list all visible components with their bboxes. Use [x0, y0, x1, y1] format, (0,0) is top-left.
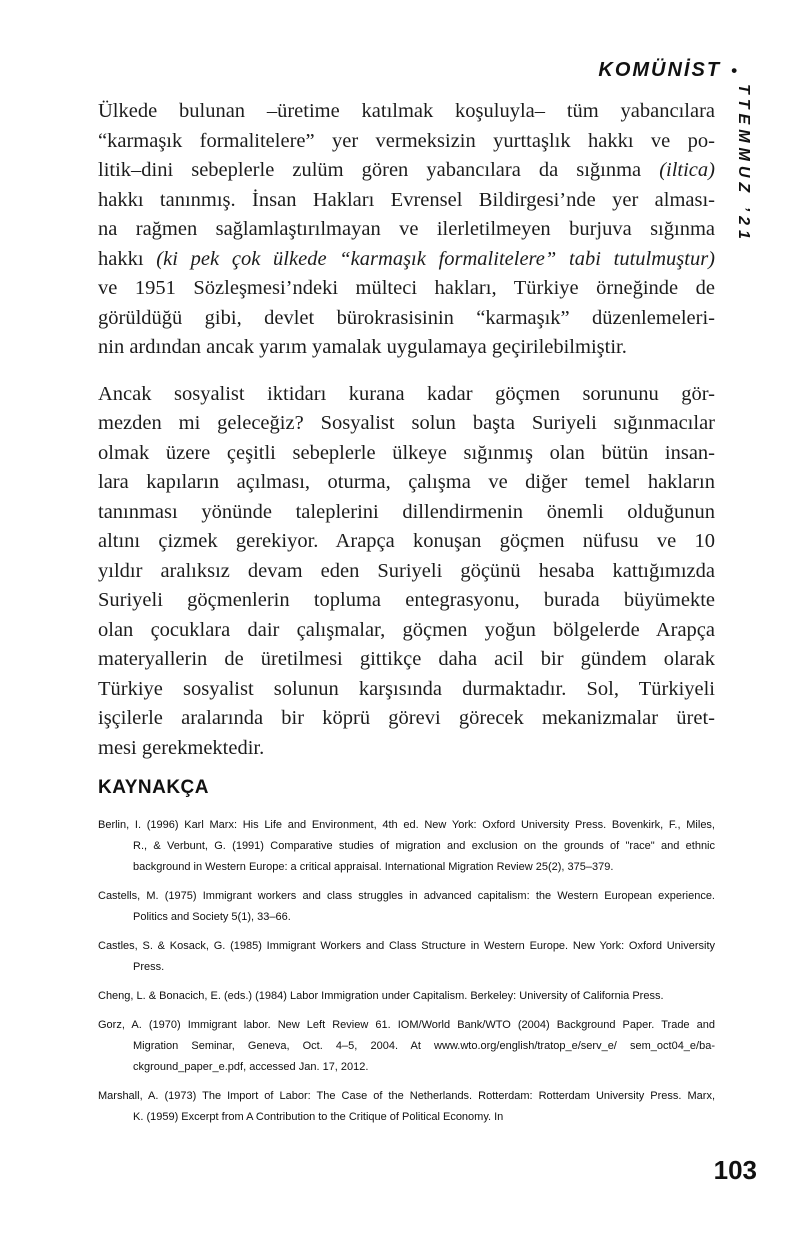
magazine-title: KOMÜNİST — [598, 59, 722, 81]
reference-line: Migration Seminar, Geneva, Oct. 4–5, 2004. At www.wto.org/english/tratop_e/serv_e/ sem_oct04_e/ba- — [133, 1040, 715, 1052]
text-line: görüldüğü gibi, devlet bürokrasisinin “karmaşık” düzenlemeleri- — [98, 306, 715, 329]
text-line: hakkı (ki pek çok ülkede “karmaşık formalitelere” tabi tutulmuştur) — [98, 247, 716, 270]
masthead-bullet-icon: • — [731, 61, 737, 80]
text-line: na rağmen sağlamlaştırılmayan ve ilerletilmeyen burjuva sığınma — [98, 218, 715, 240]
body-paragraph-2 — [98, 380, 715, 764]
reference-item — [98, 815, 715, 878]
reference-item — [98, 986, 715, 1007]
text-line: Ancak sosyalist iktidarı kurana kadar göçmen sorununu gör- — [98, 382, 715, 405]
reference-line: Cheng, L. & Bonacich, E. (eds.) (1984) Labor Immigration under Capitalism. Berkeley: University of California Press. — [98, 990, 664, 1002]
reference-line: Castells, M. (1975) Immigrant workers and class struggles in advanced capitalism: the Western European experience. — [98, 890, 715, 902]
text-line: lara kapıların açılması, oturma, çalışma ve diğer temel hakların — [98, 471, 715, 493]
text-line: nin ardından ancak yarım yamalak uygulamaya geçirilebilmiştir. — [98, 336, 627, 358]
text-line: “karmaşık formalitelere” yer vermeksizin yurttaşlık hakkı ve po- — [98, 129, 715, 152]
text-line: olan çocuklara dair çalışmalar, göçmen yoğun bölgelerde Arapça — [98, 618, 715, 641]
reference-line: Berlin, I. (1996) Karl Marx: His Life and Environment, 4th ed. New York: Oxford University Press. Bovenkirk, F., Miles, — [98, 819, 715, 831]
text-line: Türkiye sosyalist solunun karşısında durmaktadır. Sol, Türkiyeli — [98, 677, 715, 700]
reference-list — [98, 815, 715, 1128]
magazine-masthead — [598, 59, 737, 82]
bibliography-section — [98, 777, 715, 1128]
text-line: işçilerle aralarında bir köprü görevi görecek mekanizmalar üret- — [98, 707, 715, 729]
reference-item — [98, 1015, 715, 1078]
reference-line: ckground_paper_e.pdf, accessed Jan. 17, 2012. — [133, 1061, 369, 1073]
reference-line: Press. — [133, 961, 165, 973]
text-line: yıldır aralıksız devam eden Suriyeli göçünü hesaba kattığımızda — [98, 559, 715, 582]
reference-line: Marshall, A. (1973) The Import of Labor: The Case of the Netherlands. Rotterdam: Rotterdam University Press. Marx, — [98, 1090, 715, 1102]
text-line: Ülkede bulunan –üretime katılmak koşuluyla– tüm yabancılara — [98, 100, 715, 122]
page-number: 103 — [713, 1155, 757, 1185]
text-line: litik–dini sebeplerle zulüm gören yabancılara da sığınma (iltica) — [98, 159, 715, 181]
text-line: olmak üzere çeşitli sebeplerle ülkeye sığınmış olan bütün insan- — [98, 441, 715, 464]
bibliography-heading: KAYNAKÇA — [98, 777, 209, 798]
reference-line: K. (1959) Excerpt from A Contribution to the Critique of Political Economy. In — [133, 1111, 504, 1123]
reference-item — [98, 1086, 715, 1128]
text-line: tanınması yönünde taleplerini dillendirmenin önemli olduğunun — [98, 500, 715, 523]
issue-date-vertical: TTEMMUZ ’21 — [735, 84, 752, 244]
reference-line: Politics and Society 5(1), 33–66. — [133, 911, 291, 923]
reference-line: Gorz, A. (1970) Immigrant labor. New Left Review 61. IOM/World Bank/WTO (2004) Background Paper. Trade and — [98, 1019, 715, 1031]
text-line: Suriyeli göçmenlerin topluma entegrasyonu, burada büyümekte — [98, 589, 715, 611]
reference-item — [98, 936, 715, 978]
body-paragraph-1 — [98, 97, 715, 363]
text-line: hakkı tanınmış. İnsan Hakları Evrensel Bildirgesi’nde yer alması- — [98, 188, 715, 211]
reference-line: R., & Verbunt, G. (1991) Comparative studies of migration and exclusion on the grounds of "race" and ethnic — [133, 840, 715, 852]
text-line: altını çizmek gerekiyor. Arapça konuşan göçmen nüfusu ve 10 — [98, 530, 715, 552]
text-line: materyallerin de üretilmesi gittikçe daha acil bir gündem olarak — [98, 648, 715, 670]
text-line: mesi gerekmektedir. — [98, 736, 265, 759]
reference-line: background in Western Europe: a critical appraisal. International Migration Review 25(2), 375–379. — [133, 861, 614, 873]
reference-line: Castles, S. & Kosack, G. (1985) Immigrant Workers and Class Structure in Western Europe. New York: Oxford University — [98, 940, 715, 952]
text-line: ve 1951 Sözleşmesi’ndeki mülteci hakları, Türkiye örneğinde de — [98, 277, 715, 299]
text-line: mezden mi geleceğiz? Sosyalist solun başta Suriyeli sığınmacılar — [98, 412, 715, 434]
reference-item — [98, 886, 715, 928]
article-body — [98, 97, 715, 1128]
